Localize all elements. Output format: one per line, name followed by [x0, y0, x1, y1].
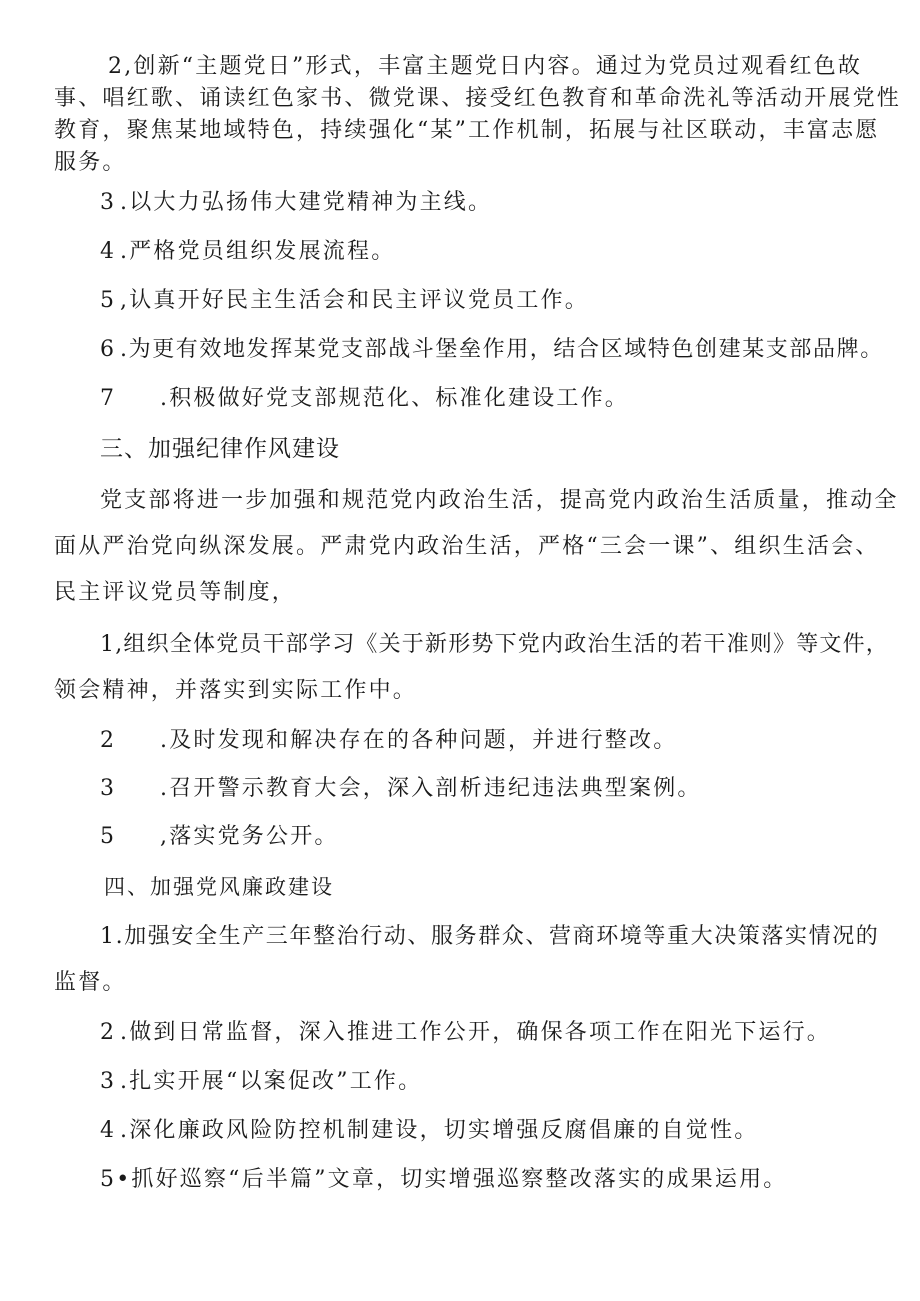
list-item: [100, 335, 884, 365]
list-item-text: .召开警示教育大会，深入剖析违纪违法典型案例。: [160, 776, 702, 801]
list-item-text: ,落实党务公开。: [160, 824, 339, 849]
list-item: [100, 188, 492, 218]
list-item: [100, 384, 629, 414]
list-item: [100, 237, 395, 267]
paragraph-line: 监督。: [54, 970, 127, 995]
list-item-number: 7: [100, 386, 117, 411]
list-item-text: .扎实开展“以案促改”工作。: [120, 1069, 423, 1094]
list-item-text: .为更有效地发挥某党支部战斗堡垒作用，结合区域特色创建某支部品牌。: [120, 337, 884, 362]
list-item-number: 3: [100, 776, 117, 801]
paragraph-line: 教育，聚焦某地域特色，持续强化“某”工作机制，拓展与社区联动，丰富志愿: [54, 118, 880, 143]
list-item-number: 4: [100, 1118, 117, 1143]
section-heading: 四、加强党风廉政建设: [104, 875, 334, 899]
list-item: [100, 1018, 831, 1048]
list-item-text: .以大力弘扬伟大建党精神为主线。: [120, 190, 493, 215]
paragraph-line: 党支部将进一步加强和规范党内政治生活，提高党内政治生活质量，推动全: [100, 488, 899, 513]
list-item-number: 2: [100, 728, 117, 753]
list-item: [100, 774, 702, 804]
list-item-number: 3: [100, 1069, 117, 1094]
list-item-text: .深化廉政风险防控机制建设，切实增强反腐倡廉的自觉性。: [120, 1118, 759, 1143]
list-item-text: .积极做好党支部规范化、标准化建设工作。: [160, 386, 629, 411]
list-item-number: 5: [100, 824, 117, 849]
list-item-number: 5: [100, 288, 117, 313]
paragraph-line: 领会精神，并落实到实际工作中。: [54, 678, 418, 703]
list-item: [100, 286, 589, 316]
list-item: [100, 726, 677, 756]
list-item-number: 6: [100, 337, 116, 362]
list-item-text: ,认真开好民主生活会和民主评议党员工作。: [120, 288, 589, 313]
list-item: [100, 1116, 758, 1146]
paragraph-line: 2,创新“主题党日”形式，丰富主题党日内容。通过为党员过观看红色故: [108, 54, 863, 79]
list-item-number: 4: [100, 239, 117, 264]
list-item: 5•抓好巡察“后半篇”文章，切实增强巡察整改落实的成果运用。: [100, 1167, 788, 1192]
paragraph-line: 1.加强安全生产三年整治行动、服务群众、营商环境等重大决策落实情况的: [100, 924, 880, 949]
paragraph-line: 民主评议党员等制度，: [54, 580, 297, 605]
section-heading: 三、加强纪律作风建设: [100, 436, 340, 462]
list-item-number: 3: [100, 190, 117, 215]
paragraph-line: 1,组织全体党员干部学习《关于新形势下党内政治生活的若干准则》等文件，: [100, 632, 889, 657]
paragraph-line: 面从严治党向纵深发展。严肃党内政治生活，严格“三会一课”、组织生活会、: [54, 534, 880, 559]
list-item-number: 2: [100, 1020, 117, 1045]
list-item-text: .严格党员组织发展流程。: [120, 239, 396, 264]
list-item: [100, 1067, 422, 1097]
list-item-text: .及时发现和解决存在的各种问题，并进行整改。: [160, 728, 678, 753]
paragraph-line: 事、唱红歌、诵读红色家书、微党课、接受红色教育和革命洗礼等活动开展党性: [54, 86, 902, 111]
paragraph-line: 服务。: [54, 150, 127, 175]
list-item: [100, 822, 339, 852]
list-item-text: .做到日常监督，深入推进工作公开，确保各项工作在阳光下运行。: [120, 1020, 831, 1045]
